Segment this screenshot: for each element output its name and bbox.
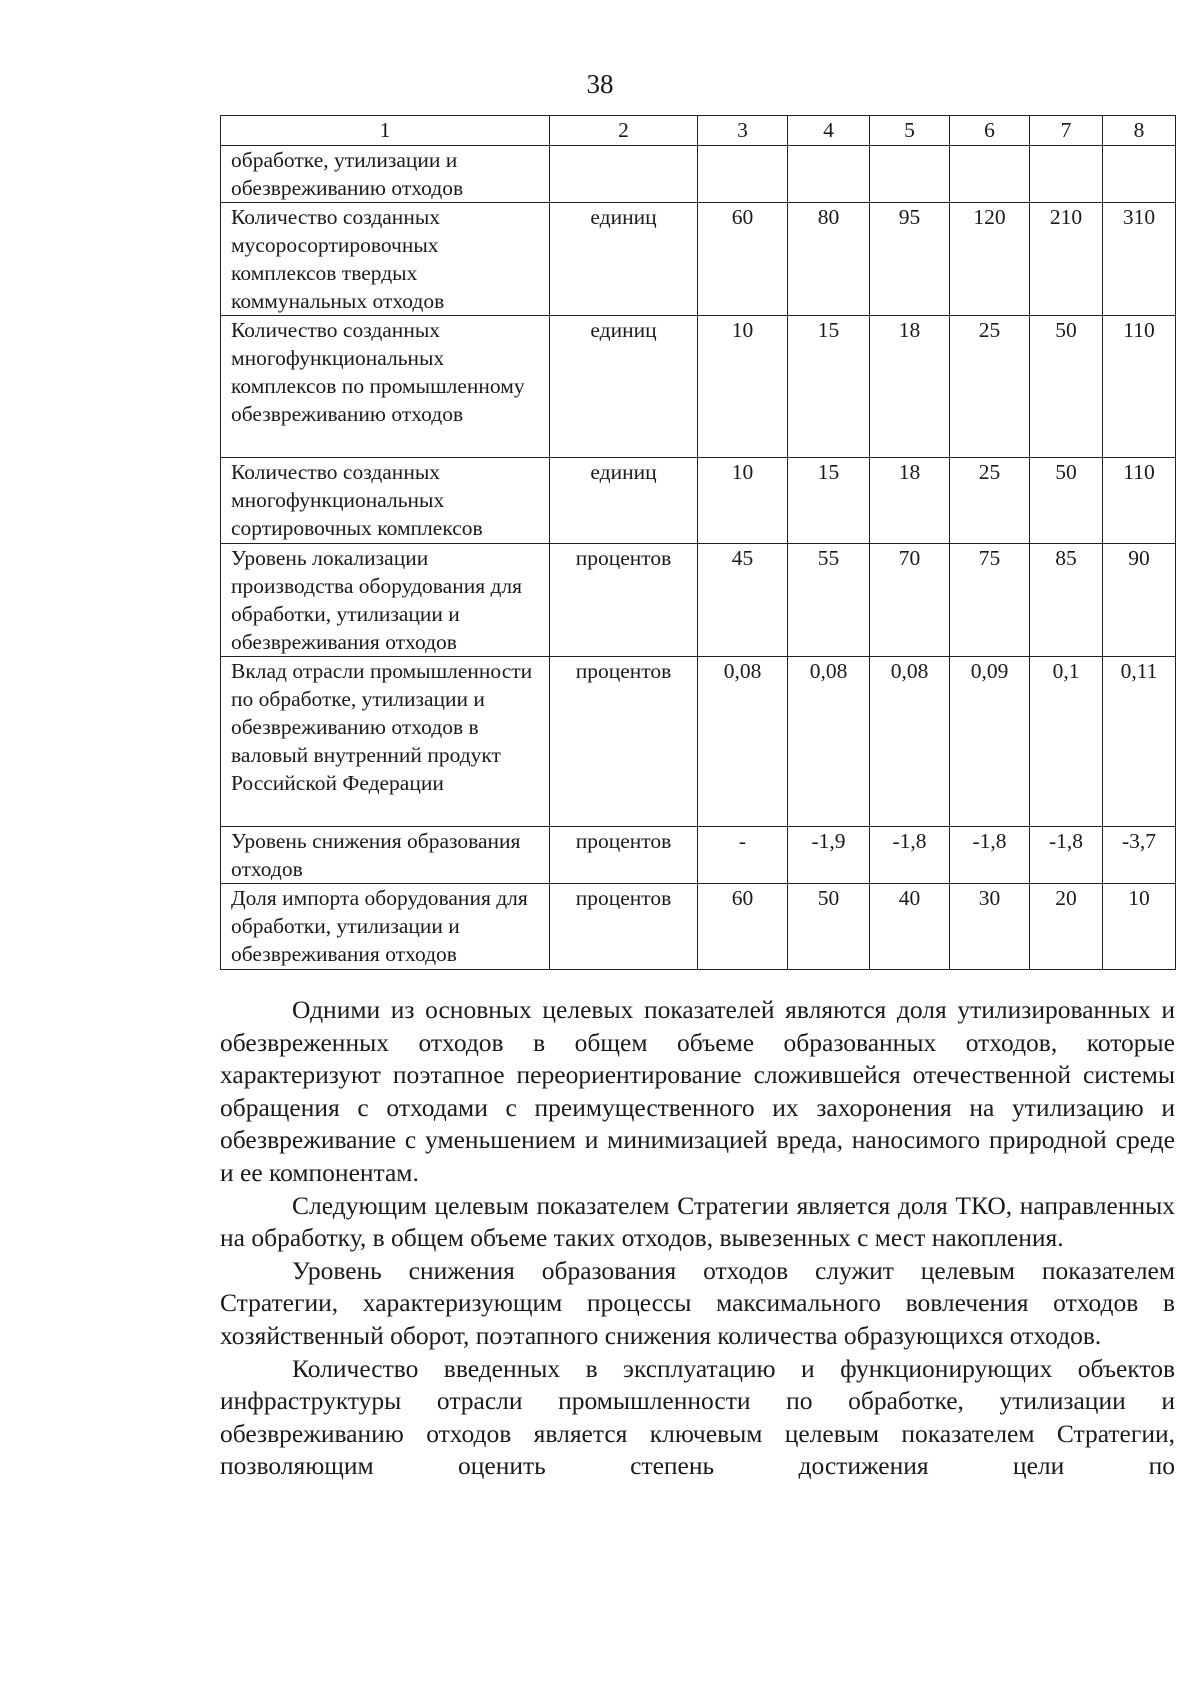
indicator-name: Доля импорта оборудования для обработки, утилизации и обезвреживания отходов (221, 884, 550, 970)
table-row (221, 657, 1176, 827)
table-row (221, 884, 1176, 970)
indicators-table (220, 115, 1176, 970)
paragraph: Одними из основных целевых показателей являются доля утилизированных и обезвреженных отходов в общем объеме образованных отходов, которые характеризуют поэтапное переориентирование сложившейся отечественной системы обращения с отходами с преимущественного их захоронения на утилизацию и обезвреживание с уменьшением и минимизацией вреда, наносимого природной среде и ее компонентам. (220, 995, 1175, 1187)
value-cell: 110 (1103, 458, 1176, 544)
unit-cell: единиц (550, 203, 698, 316)
indicator-name: Вклад отрасли промышленности по обработке, утилизации и обезвреживанию отходов в валовый внутренний продукт Российской Федерации (221, 657, 550, 827)
indicator-name: обработке, утилизации и обезвреживанию отходов (221, 146, 550, 203)
value-cell: 50 (1030, 458, 1103, 544)
value-cell: 25 (950, 458, 1030, 544)
table-header-row (221, 116, 1176, 146)
value-cell: 70 (870, 544, 950, 657)
value-cell: 18 (870, 458, 950, 544)
value-cell: 310 (1103, 203, 1176, 316)
value-cell (950, 146, 1030, 203)
value-cell: 30 (950, 884, 1030, 970)
table-row (221, 544, 1176, 657)
paragraph: Следующим целевым показателем Стратегии является доля ТКО, направленных на обработку, в общем объеме таких отходов, вывезенных с мест накопления. (220, 1190, 1175, 1253)
value-cell: 80 (788, 203, 870, 316)
value-cell: 50 (1030, 316, 1103, 458)
value-cell: -1,8 (1030, 827, 1103, 884)
value-cell: 210 (1030, 203, 1103, 316)
page-number: 38 (586, 69, 614, 99)
header-cell: 7 (1030, 116, 1103, 146)
table-row (221, 146, 1176, 203)
value-cell (870, 146, 950, 203)
value-cell: 40 (870, 884, 950, 970)
value-cell: 0,08 (698, 657, 788, 827)
value-cell: 25 (950, 316, 1030, 458)
table-row (221, 827, 1176, 884)
value-cell: -1,9 (788, 827, 870, 884)
indicator-name: Количество созданных мусоросортировочных комплексов твердых коммунальных отходов (221, 203, 550, 316)
value-cell: 60 (698, 884, 788, 970)
header-cell: 6 (950, 116, 1030, 146)
value-cell: 120 (950, 203, 1030, 316)
value-cell: 45 (698, 544, 788, 657)
unit-cell: единиц (550, 316, 698, 458)
header-cell: 4 (788, 116, 870, 146)
paragraph: Количество введенных в эксплуатацию и функционирующих объектов инфраструктуры отрасли промышленности по обработке, утилизации и обезвреживанию отходов является ключевым целевым показателем Стратегии, позволяющим оценить степень достижения цели по (220, 1353, 1175, 1481)
indicator-name: Количество созданных многофункциональных сортировочных комплексов (221, 458, 550, 544)
value-cell: 10 (698, 458, 788, 544)
value-cell: 50 (788, 884, 870, 970)
value-cell: 10 (1103, 884, 1176, 970)
value-cell (698, 146, 788, 203)
value-cell: 55 (788, 544, 870, 657)
unit-cell: процентов (550, 827, 698, 884)
value-cell: 85 (1030, 544, 1103, 657)
value-cell (1103, 146, 1176, 203)
indicator-name: Количество созданных многофункциональных комплексов по промышленному обезвреживанию отходов (221, 316, 550, 458)
value-cell: 75 (950, 544, 1030, 657)
value-cell: -1,8 (870, 827, 950, 884)
table-row (221, 316, 1176, 458)
header-cell: 2 (550, 116, 698, 146)
value-cell: 0,1 (1030, 657, 1103, 827)
value-cell (788, 146, 870, 203)
unit-cell: единиц (550, 458, 698, 544)
header-cell: 1 (221, 116, 550, 146)
paragraph: Уровень снижения образования отходов служит целевым показателем Стратегии, характеризующим процессы максимального вовлечения отходов в хозяйственный оборот, поэтапного снижения количества образующихся отходов. (220, 1255, 1175, 1350)
value-cell: -3,7 (1103, 827, 1176, 884)
value-cell: 18 (870, 316, 950, 458)
value-cell: 15 (788, 316, 870, 458)
value-cell: - (698, 827, 788, 884)
header-cell: 8 (1103, 116, 1176, 146)
value-cell: 0,09 (950, 657, 1030, 827)
value-cell: 60 (698, 203, 788, 316)
value-cell: 15 (788, 458, 870, 544)
indicator-name: Уровень снижения образования отходов (221, 827, 550, 884)
table-row (221, 458, 1176, 544)
value-cell: 10 (698, 316, 788, 458)
value-cell: 95 (870, 203, 950, 316)
header-cell: 5 (870, 116, 950, 146)
value-cell: 0,11 (1103, 657, 1176, 827)
value-cell (1030, 146, 1103, 203)
value-cell: 0,08 (870, 657, 950, 827)
value-cell: 110 (1103, 316, 1176, 458)
value-cell: 20 (1030, 884, 1103, 970)
table-row (221, 203, 1176, 316)
body-text (220, 994, 1175, 1483)
value-cell: 90 (1103, 544, 1176, 657)
header-cell: 3 (698, 116, 788, 146)
value-cell: -1,8 (950, 827, 1030, 884)
unit-cell: процентов (550, 544, 698, 657)
indicator-name: Уровень локализации производства оборудования для обработки, утилизации и обезвреживания отходов (221, 544, 550, 657)
unit-cell: процентов (550, 884, 698, 970)
unit-cell: процентов (550, 657, 698, 827)
unit-cell (550, 146, 698, 203)
value-cell: 0,08 (788, 657, 870, 827)
